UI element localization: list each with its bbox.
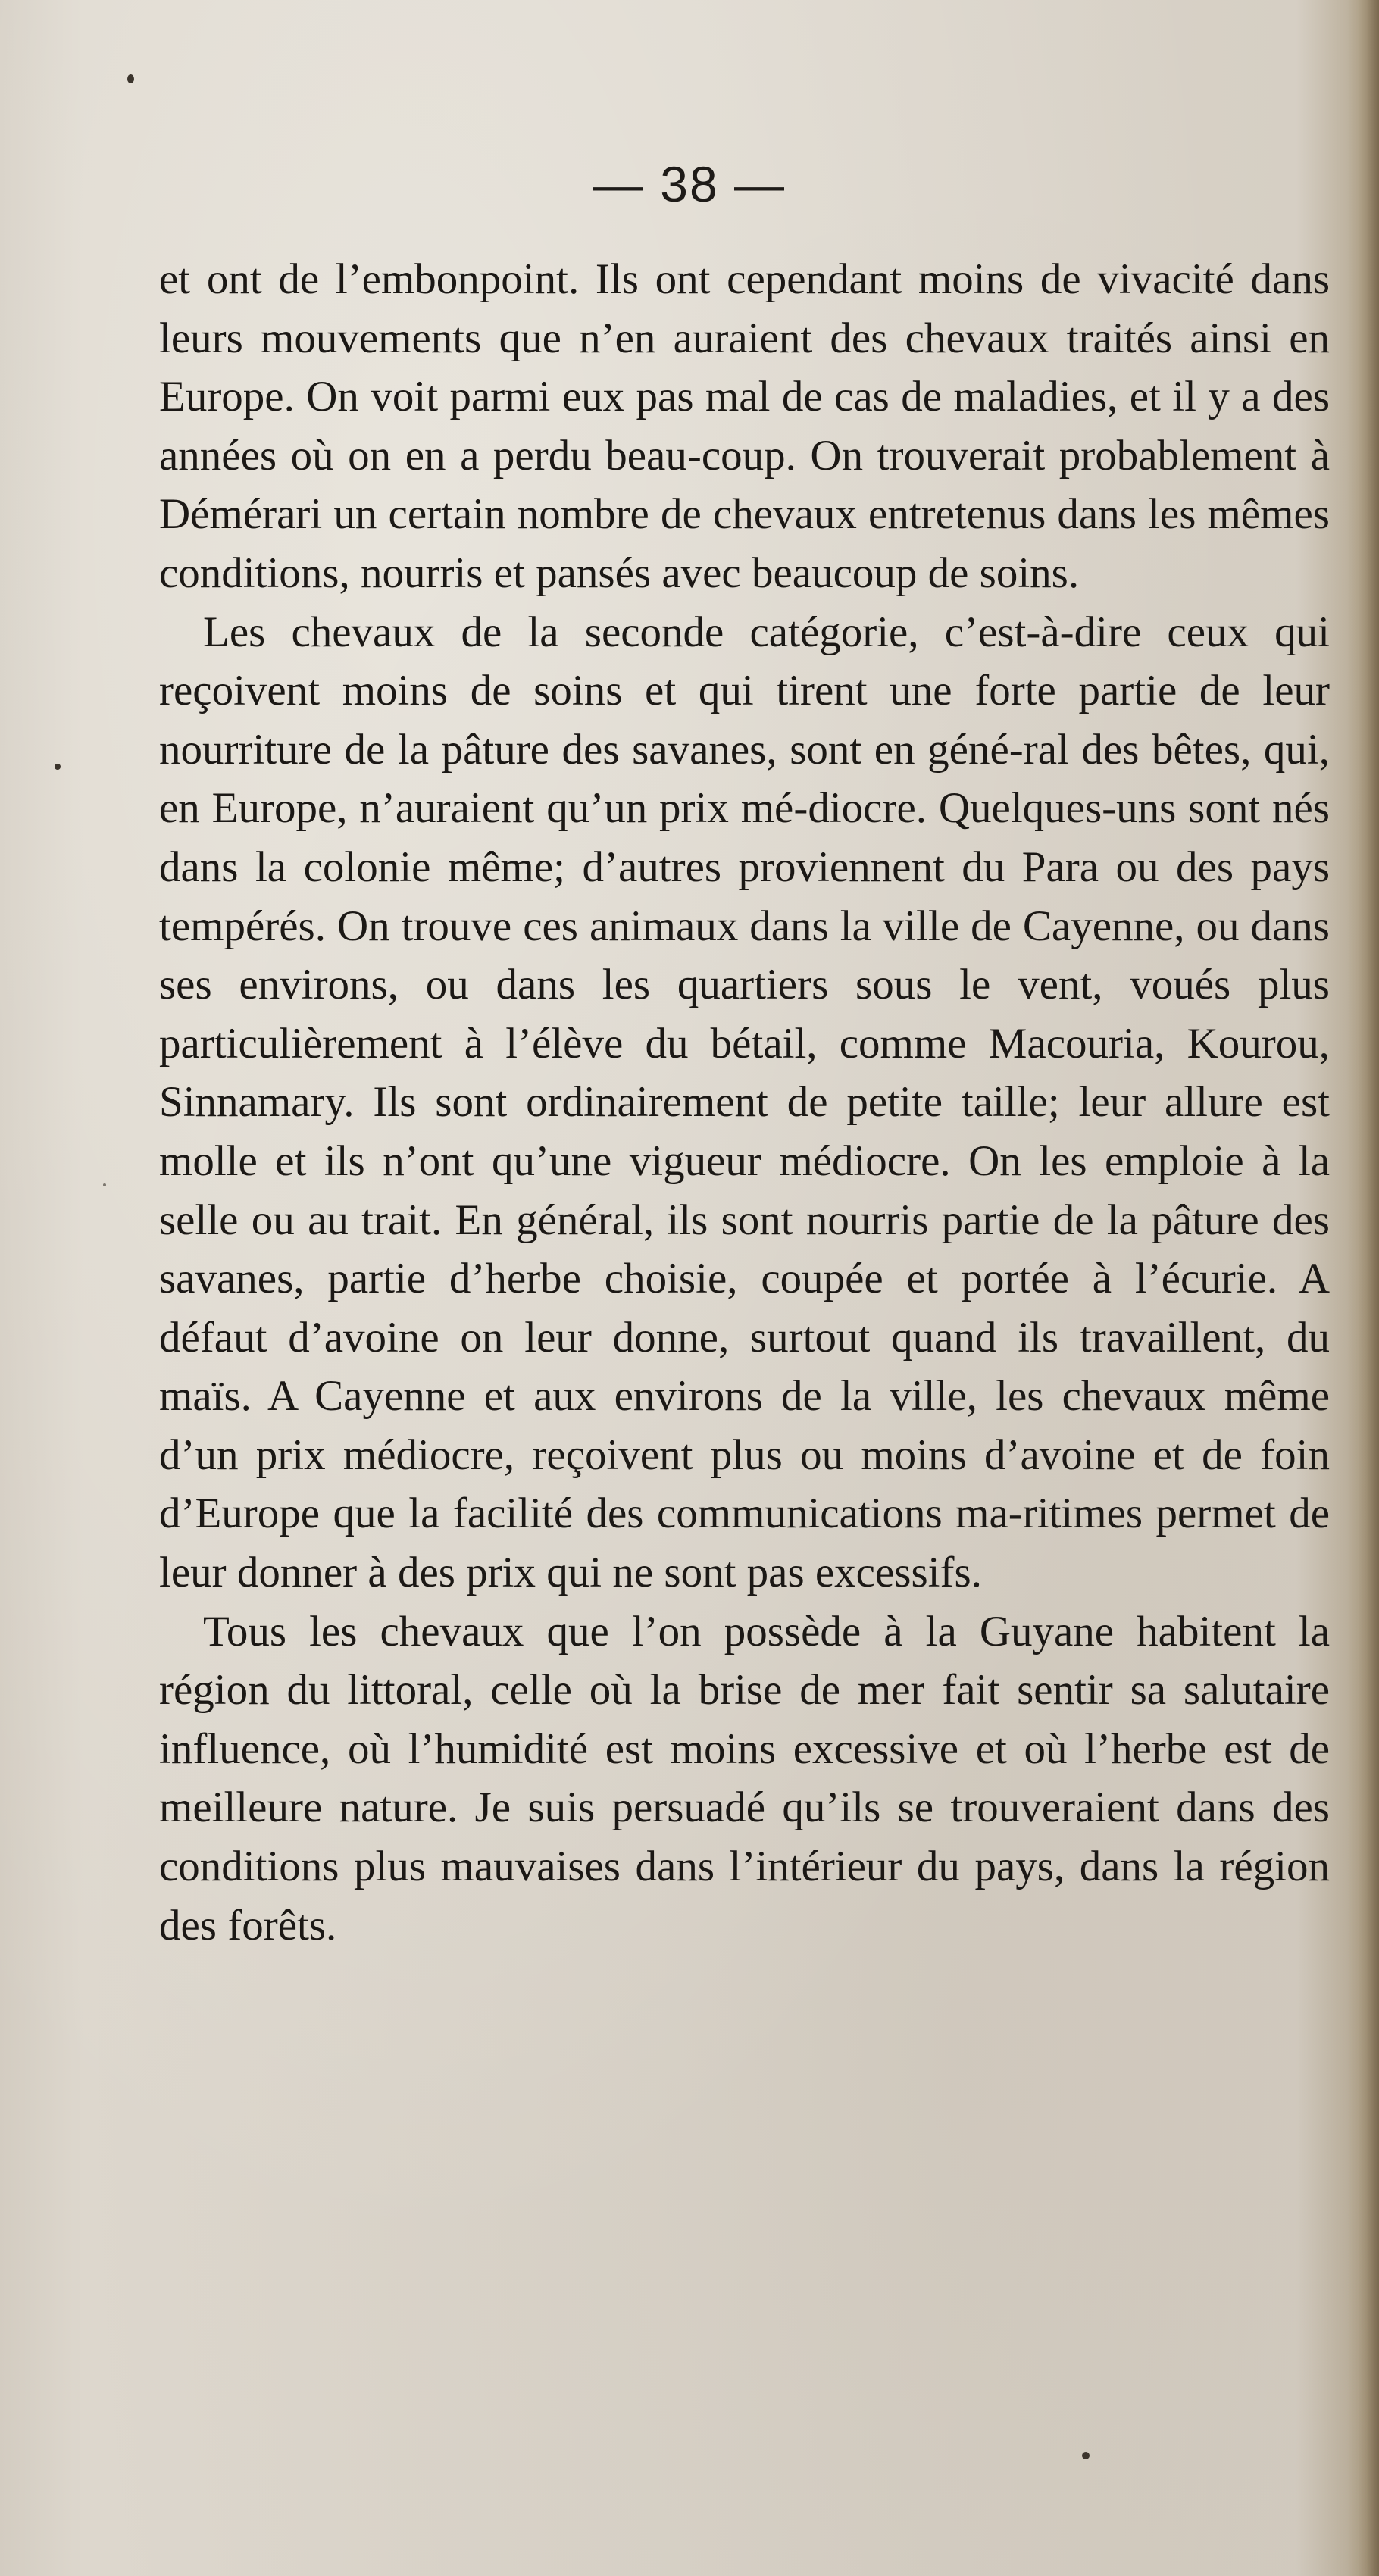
ink-speck bbox=[127, 74, 134, 83]
body-text bbox=[159, 250, 1330, 1955]
paragraph-second-category: Les chevaux de la seconde catégorie, c’est-à-dire ceux qui reçoivent moins de soins et qui tirent une forte partie de leur nourriture de la pâture des savanes, sont en géné-ral des bêtes, qui, en Europe, n’auraient qu’un prix mé-diocre. Quelques-uns sont nés dans la colonie même; d’autres proviennent du Para ou des pays tempérés. On trouve ces animaux dans la ville de Cayenne, ou dans ses environs, ou dans les quartiers sous le vent, voués plus particulièrement à l’élève du bétail, comme Macouria, Kourou, Sinnamary. Ils sont ordinairement de petite taille; leur allure est molle et ils n’ont qu’une vigueur médiocre. On les emploie à la selle ou au trait. En général, ils sont nourris partie de la pâture des savanes, partie d’herbe choisie, coupée et portée à l’écurie. A défaut d’avoine on leur donne, surtout quand ils travaillent, du maïs. A Cayenne et aux environs de la ville, les chevaux même d’un prix médiocre, reçoivent plus ou moins d’avoine et de foin d’Europe que la facilité des communications ma-ritimes permet de leur donner à des prix qui ne sont pas excessifs. bbox=[159, 608, 1330, 1597]
page-edge-stain bbox=[1347, 0, 1379, 2576]
paragraph-continuation: et ont de l’embonpoint. Ils ont cependant moins de vivacité dans leurs mouvements que n’en auraient des chevaux traités ainsi en Europe. On voit parmi eux pas mal de cas de maladies, et il y a des années où on en a perdu beau-coup. On trouverait probablement à Démérari un certain nombre de chevaux entretenus dans les mêmes conditions, nourris et pansés avec beaucoup de soins. bbox=[159, 255, 1330, 597]
ink-speck bbox=[1082, 2452, 1090, 2459]
ink-speck bbox=[55, 764, 61, 770]
paragraph-littoral-region: Tous les chevaux que l’on possède à la Guyane habitent la région du littoral, celle où la brise de mer fait sentir sa salutaire influence, où l’humidité est moins excessive et où l’herbe est de meilleure nature. Je suis persuadé qu’ils se trouveraient dans des conditions plus mauvaises dans l’intérieur du pays, dans la région des forêts. bbox=[159, 1607, 1330, 1949]
ink-speck bbox=[103, 1183, 106, 1186]
page-number: — 38 — bbox=[593, 156, 786, 212]
